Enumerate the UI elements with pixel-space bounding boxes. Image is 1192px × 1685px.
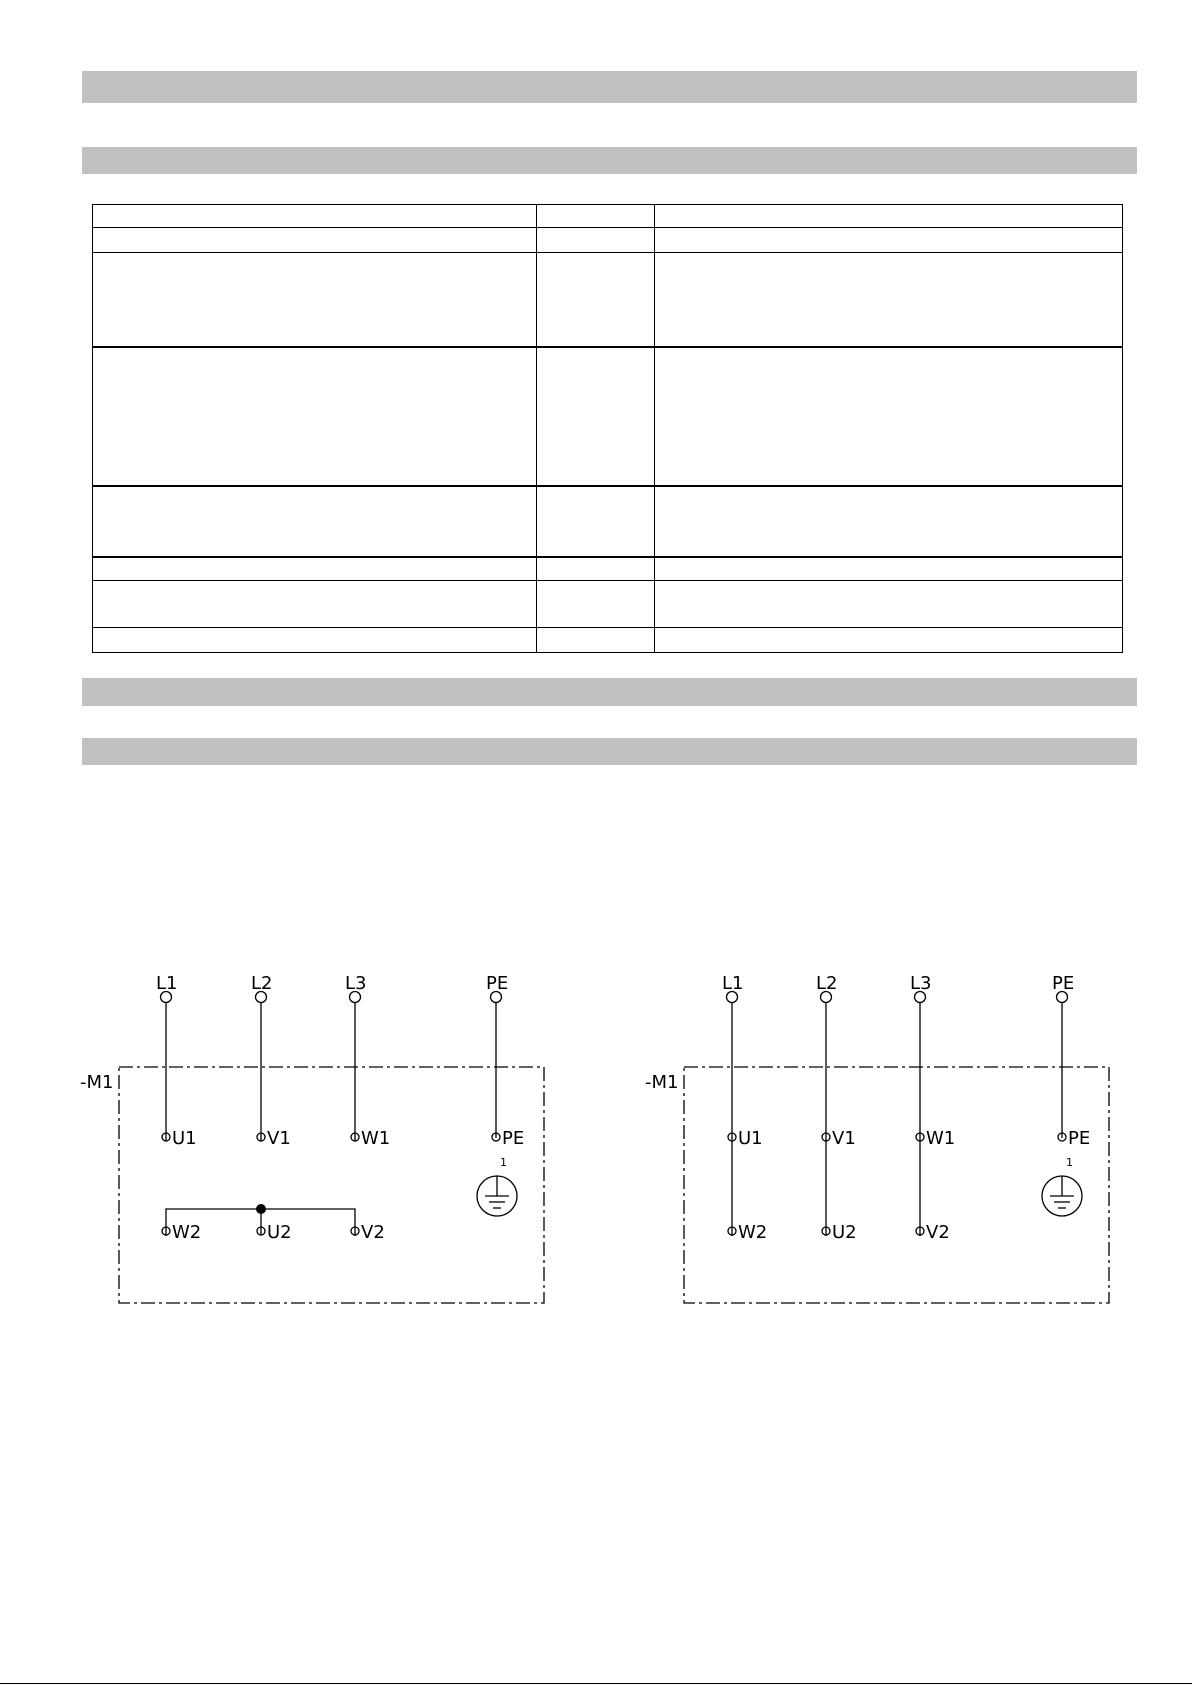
table-row (93, 581, 1123, 628)
table-row (93, 205, 1123, 228)
terminal-label-u2: U2 (267, 1222, 292, 1243)
supply-label-l2: L2 (816, 973, 838, 994)
device-label: -M1 (645, 1072, 679, 1093)
table-row (93, 557, 1123, 581)
terminal-label-w1: W1 (361, 1128, 391, 1149)
terminal-label-v1: V1 (832, 1128, 856, 1149)
supply-label-l3: L3 (910, 973, 932, 994)
supply-label-pe: PE (486, 973, 509, 994)
table-row (93, 253, 1123, 347)
device-label: -M1 (80, 1072, 114, 1093)
star-point-icon (256, 1204, 266, 1214)
earth-index-label: 1 (1066, 1156, 1073, 1169)
earth-index-label: 1 (500, 1156, 507, 1169)
section-header-bar (82, 678, 1137, 706)
terminal-label-u1: U1 (738, 1128, 763, 1149)
supply-label-pe: PE (1052, 973, 1075, 994)
table-row (93, 628, 1123, 653)
section-header-bar (82, 71, 1137, 103)
section-subheader-bar (82, 738, 1137, 765)
table-row (93, 228, 1123, 253)
supply-label-l1: L1 (722, 973, 744, 994)
terminal-label-pe: PE (502, 1128, 525, 1149)
terminal-label-v2: V2 (361, 1222, 385, 1243)
supply-label-l1: L1 (156, 973, 178, 994)
table-row (93, 486, 1123, 557)
star-connection-diagram (70, 960, 590, 1315)
section-subheader-bar (82, 147, 1137, 174)
terminal-label-u1: U1 (172, 1128, 197, 1149)
page-bottom-rule (0, 1683, 1192, 1684)
delta-connection-diagram (635, 960, 1155, 1315)
table-row (93, 347, 1123, 486)
terminal-label-w2: W2 (738, 1222, 768, 1243)
terminal-label-u2: U2 (832, 1222, 857, 1243)
supply-label-l3: L3 (345, 973, 367, 994)
supply-label-l2: L2 (251, 973, 273, 994)
terminal-label-pe: PE (1068, 1128, 1091, 1149)
terminal-label-v1: V1 (267, 1128, 291, 1149)
terminal-label-w2: W2 (172, 1222, 202, 1243)
terminal-label-v2: V2 (926, 1222, 950, 1243)
specification-table (92, 204, 1123, 653)
terminal-label-w1: W1 (926, 1128, 956, 1149)
